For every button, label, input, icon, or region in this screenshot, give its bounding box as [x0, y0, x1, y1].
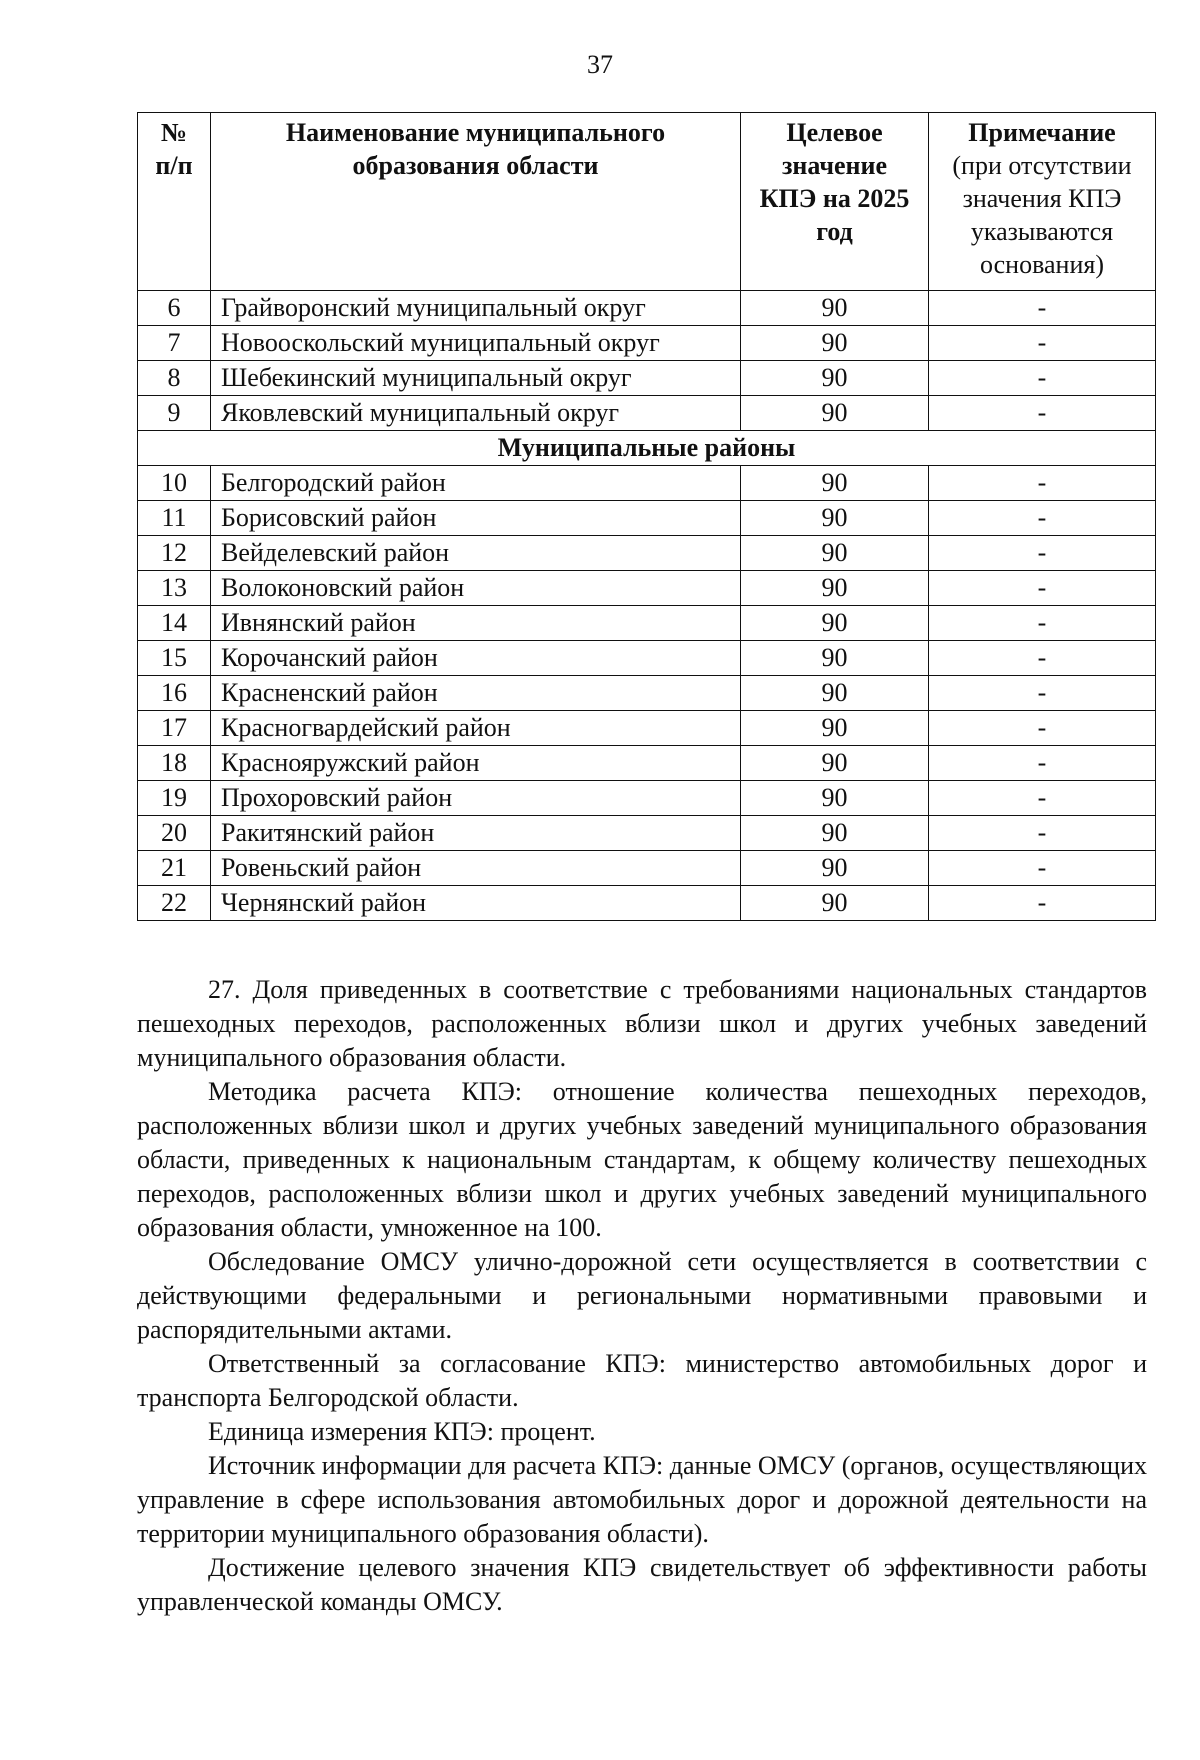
cell-num: 7 [138, 326, 211, 361]
cell-value: 90 [741, 361, 929, 396]
cell-value: 90 [741, 711, 929, 746]
cell-num: 10 [138, 466, 211, 501]
cell-note: - [929, 501, 1156, 536]
paragraph-unit: Единица измерения КПЭ: процент. [208, 1417, 596, 1446]
section-label: Муниципальные районы [138, 431, 1156, 466]
cell-note: - [929, 326, 1156, 361]
cell-value: 90 [741, 536, 929, 571]
cell-value: 90 [741, 746, 929, 781]
cell-name: Красногвардейский район [211, 711, 741, 746]
cell-name: Корочанский район [211, 641, 741, 676]
cell-note: - [929, 606, 1156, 641]
cell-note: - [929, 886, 1156, 921]
kpe-table [137, 112, 1156, 921]
cell-name: Грайворонский муниципальный округ [211, 291, 741, 326]
cell-value: 90 [741, 606, 929, 641]
header-note-title: Примечание [968, 118, 1116, 147]
paragraph-source: Источник информации для расчета КПЭ: данные ОМСУ (органов, осуществляющих управление в сфере использования автомобильных дорог и дорожной деятельности на территории муниципального образования области). [137, 1451, 1147, 1548]
cell-num: 12 [138, 536, 211, 571]
table-row [138, 606, 1156, 641]
cell-name: Краснояружский район [211, 746, 741, 781]
cell-name: Ракитянский район [211, 816, 741, 851]
cell-value: 90 [741, 326, 929, 361]
paragraph-methodology: Методика расчета КПЭ: отношение количества пешеходных переходов, расположенных вблизи школ и других учебных заведений муниципального образования области, приведенных к национальным стандартам, к общему количеству пешеходных переходов, расположенных вблизи школ и других учебных заведений муниципального образования области, умноженное на 100. [137, 1077, 1147, 1242]
cell-name: Борисовский район [211, 501, 741, 536]
paragraph-survey: Обследование ОМСУ улично-дорожной сети осуществляется в соответствии с действующими федеральными и региональными нормативными правовыми и распорядительными актами. [137, 1247, 1147, 1344]
cell-note: - [929, 711, 1156, 746]
cell-name: Прохоровский район [211, 781, 741, 816]
cell-name: Белгородский район [211, 466, 741, 501]
table-row [138, 501, 1156, 536]
cell-name: Волоконовский район [211, 571, 741, 606]
cell-note: - [929, 746, 1156, 781]
cell-value: 90 [741, 886, 929, 921]
paragraph-responsible: Ответственный за согласование КПЭ: министерство автомобильных дорог и транспорта Белгородской области. [137, 1349, 1147, 1412]
page-number: 37 [587, 50, 613, 79]
cell-note: - [929, 536, 1156, 571]
cell-num: 11 [138, 501, 211, 536]
header-note [929, 113, 1156, 291]
cell-num: 13 [138, 571, 211, 606]
cell-note: - [929, 571, 1156, 606]
header-name: Наименование муниципального образования области [211, 113, 741, 291]
cell-note: - [929, 676, 1156, 711]
table-row [138, 291, 1156, 326]
table-row [138, 466, 1156, 501]
cell-name: Чернянский район [211, 886, 741, 921]
cell-num: 16 [138, 676, 211, 711]
cell-name: Вейделевский район [211, 536, 741, 571]
cell-note: - [929, 396, 1156, 431]
body-text [137, 973, 1147, 1619]
cell-note: - [929, 641, 1156, 676]
cell-value: 90 [741, 676, 929, 711]
cell-name: Ивнянский район [211, 606, 741, 641]
cell-value: 90 [741, 851, 929, 886]
cell-note: - [929, 361, 1156, 396]
table-header-row [138, 113, 1156, 291]
cell-value: 90 [741, 571, 929, 606]
cell-value: 90 [741, 816, 929, 851]
table-row [138, 361, 1156, 396]
cell-num: 21 [138, 851, 211, 886]
paragraph-kpe-title: 27. Доля приведенных в соответствие с требованиями национальных стандартов пешеходных переходов, расположенных вблизи школ и других учебных заведений муниципального образования области. [137, 975, 1147, 1072]
table-row [138, 746, 1156, 781]
cell-num: 18 [138, 746, 211, 781]
cell-num: 14 [138, 606, 211, 641]
cell-note: - [929, 851, 1156, 886]
table-row [138, 781, 1156, 816]
table-row [138, 886, 1156, 921]
table-row [138, 676, 1156, 711]
table-row [138, 641, 1156, 676]
table-row [138, 326, 1156, 361]
cell-num: 19 [138, 781, 211, 816]
header-value: Целевое значение КПЭ на 2025 год [741, 113, 929, 291]
paragraph-achievement: Достижение целевого значения КПЭ свидетельствует об эффективности работы управленческой команды ОМСУ. [137, 1553, 1147, 1616]
header-num: № п/п [138, 113, 211, 291]
cell-num: 6 [138, 291, 211, 326]
cell-name: Шебекинский муниципальный округ [211, 361, 741, 396]
cell-value: 90 [741, 466, 929, 501]
cell-note: - [929, 291, 1156, 326]
header-note-detail: (при отсутствии значения КПЭ указываются основания) [952, 151, 1132, 279]
table-row [138, 711, 1156, 746]
cell-value: 90 [741, 291, 929, 326]
table-row [138, 536, 1156, 571]
cell-name: Новооскольский муниципальный округ [211, 326, 741, 361]
cell-num: 9 [138, 396, 211, 431]
table-row [138, 851, 1156, 886]
table-row [138, 816, 1156, 851]
cell-num: 17 [138, 711, 211, 746]
cell-name: Красненский район [211, 676, 741, 711]
cell-name: Ровеньский район [211, 851, 741, 886]
cell-num: 8 [138, 361, 211, 396]
cell-note: - [929, 816, 1156, 851]
cell-value: 90 [741, 641, 929, 676]
table-row [138, 571, 1156, 606]
section-row [138, 431, 1156, 466]
cell-value: 90 [741, 396, 929, 431]
cell-value: 90 [741, 781, 929, 816]
cell-num: 15 [138, 641, 211, 676]
cell-note: - [929, 781, 1156, 816]
table-row [138, 396, 1156, 431]
cell-num: 20 [138, 816, 211, 851]
cell-value: 90 [741, 501, 929, 536]
cell-name: Яковлевский муниципальный округ [211, 396, 741, 431]
cell-note: - [929, 466, 1156, 501]
cell-num: 22 [138, 886, 211, 921]
